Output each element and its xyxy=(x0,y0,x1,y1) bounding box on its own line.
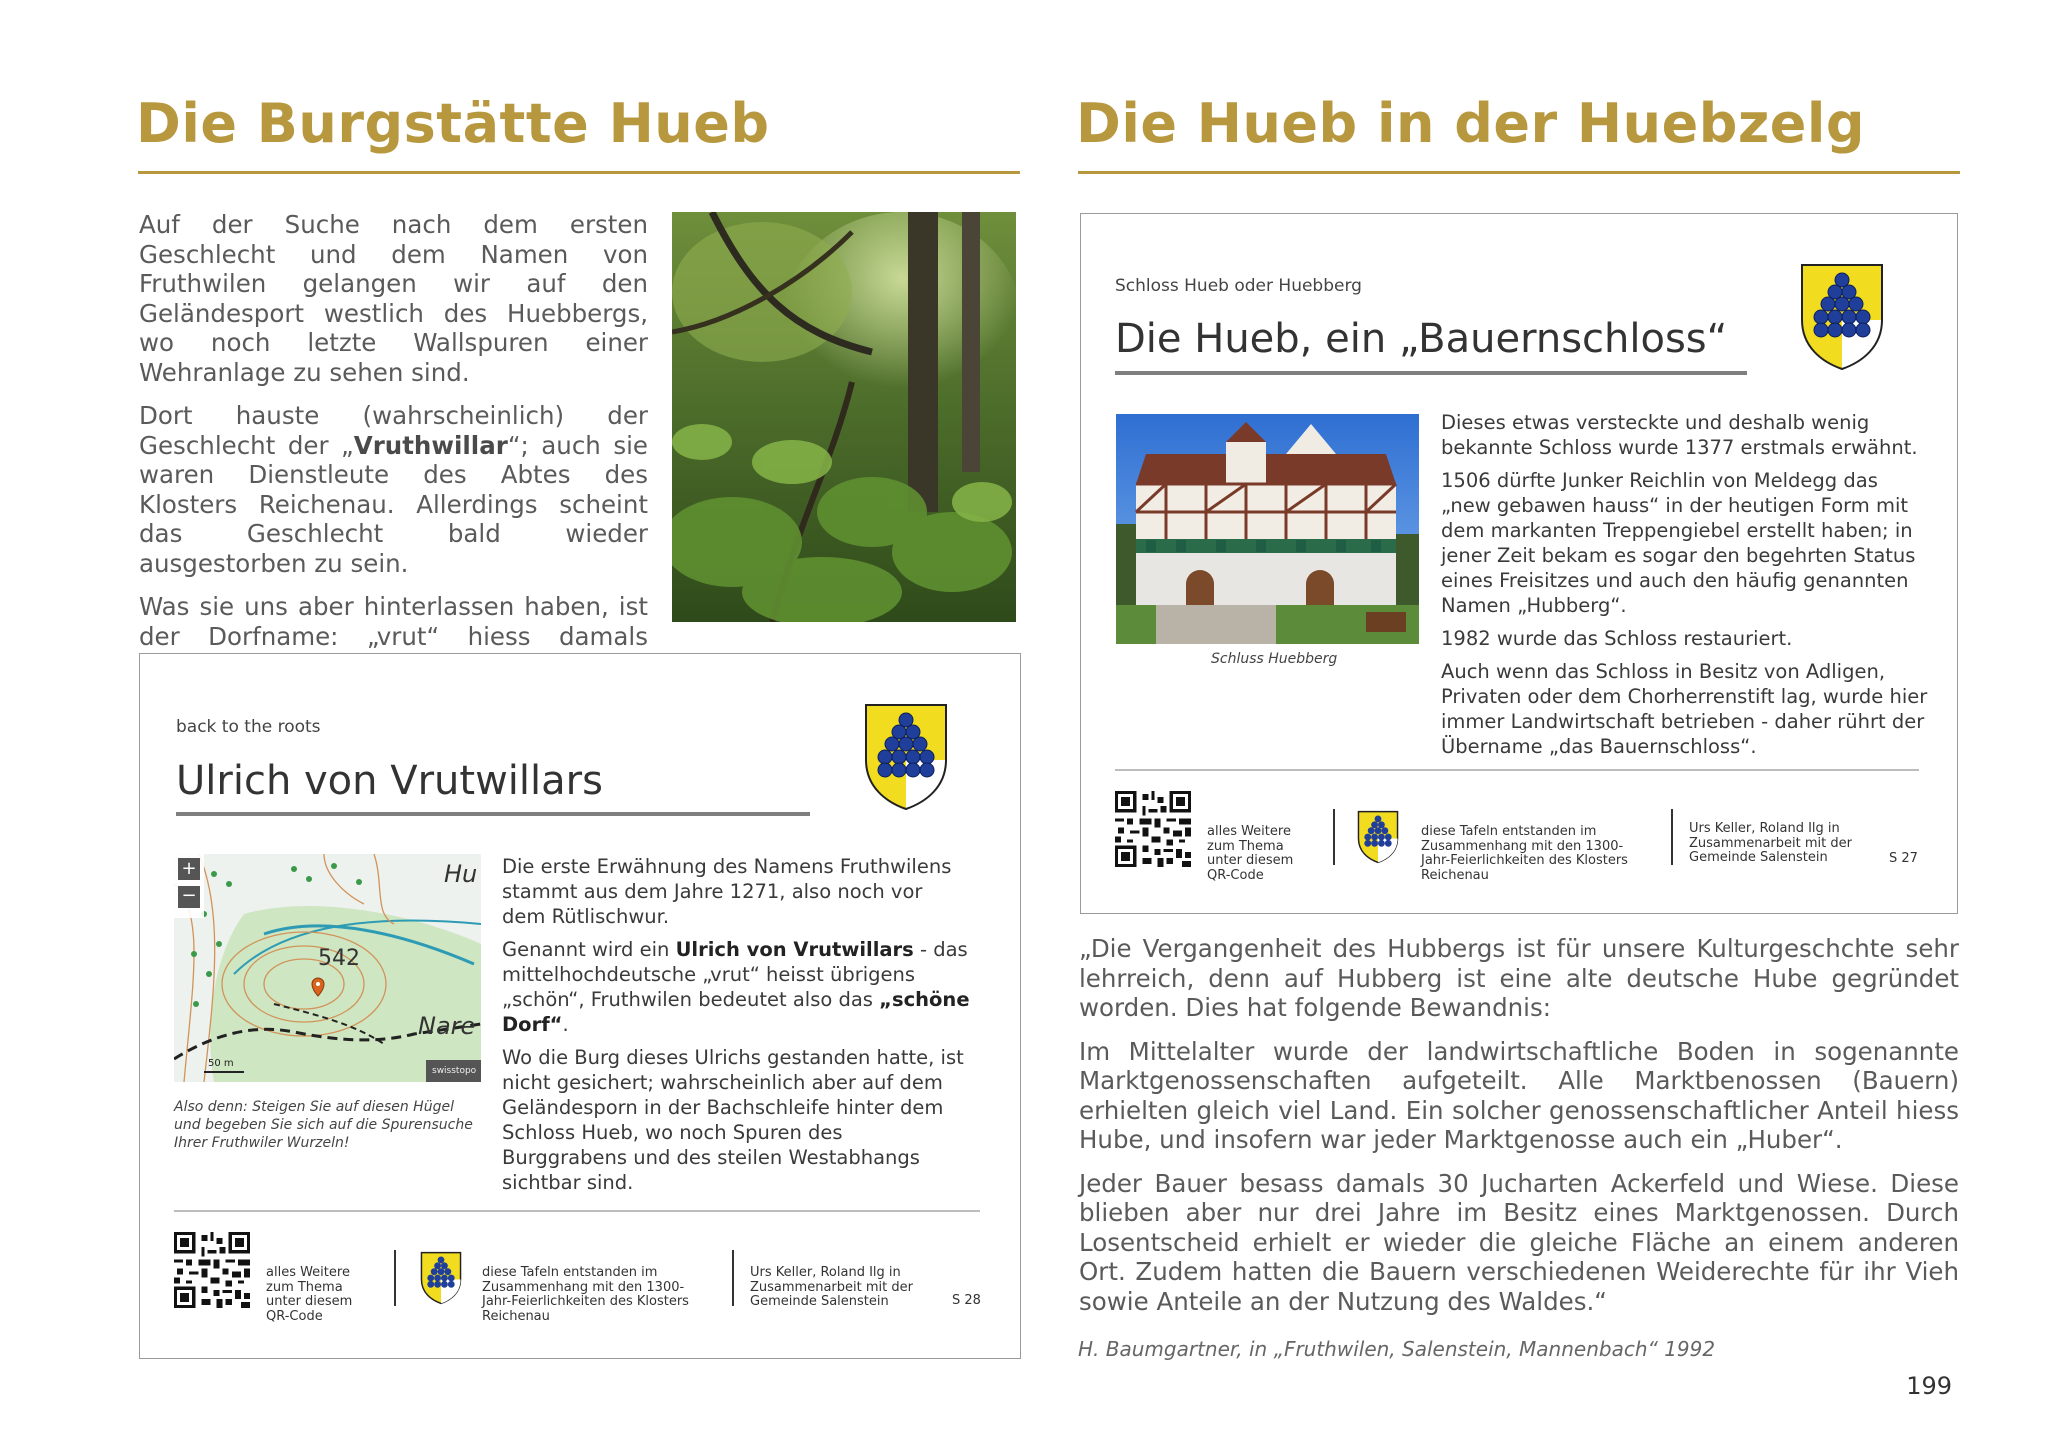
footer-separator xyxy=(1333,809,1335,865)
panel-kicker: back to the roots xyxy=(176,717,321,737)
map-label-nare: Nare xyxy=(418,1012,476,1040)
panel-title-rule xyxy=(1115,371,1747,375)
qr-hint-text: alles Weitere zum Thema unter diesem QR-Code xyxy=(1207,824,1294,883)
map-caption: Also denn: Steigen Sie auf diesen Hügel und begeben Sie sich auf die Spurensuche Ihrer Fruthwiler Wurzeln! xyxy=(174,1099,473,1151)
topographic-map[interactable] xyxy=(174,854,481,1082)
panel-body-2: Genannt wird ein Ulrich von Vrutwillars - das mittelhochdeutsche „vrut“ heisst übrigens „schön“, Fruthwilen bedeutet also das „schöne Dorf“. xyxy=(502,938,970,1036)
page-number: 199 xyxy=(1906,1372,1952,1400)
right-heading-rule xyxy=(1078,171,1960,174)
qr-code-icon[interactable] xyxy=(174,1232,250,1308)
panel-body-1: Dieses etwas versteckte und deshalb wenig bekannte Schloss wurde 1377 erstmals erwähnt. xyxy=(1441,411,1918,459)
photo-caption: Schluss Huebberg xyxy=(1211,651,1338,667)
left-heading: Die Burgstätte Hueb xyxy=(136,92,770,155)
footer-separator xyxy=(732,1250,734,1306)
left-intro-text xyxy=(139,210,648,724)
footer-origin-text: diese Tafeln entstanden im Zusammenhang mit den 1300-Jahr-Feierlichkeiten des Klosters Reichenau xyxy=(1421,824,1628,883)
crest-icon xyxy=(863,702,949,816)
left-para-2: Dort hauste (wahrscheinlich) der Geschlecht der „Vruthwillar“; auch sie waren Dienstleute des Abtes des Klosters Reichenau. Allerdings scheint das Geschlecht bald wieder ausgestorben zu sein. xyxy=(139,401,648,578)
footer-page-ref: S 27 xyxy=(1889,851,1918,866)
left-heading-rule xyxy=(138,171,1020,174)
quote-source: H. Baumgartner, in „Fruthwilen, Salenstein, Mannenbach“ 1992 xyxy=(1078,1337,1716,1361)
panel-title: Ulrich von Vrutwillars xyxy=(176,758,603,804)
crest-icon xyxy=(1799,262,1885,376)
qr-hint-text: alles Weitere zum Thema unter diesem QR-Code xyxy=(266,1265,353,1324)
left-para-3: Was sie uns aber hinterlassen haben, ist der Dorfname: „vrut“ hiess damals xyxy=(139,592,648,651)
panel-body-1: Die erste Erwähnung des Namens Fruthwilens stammt aus dem Jahre 1271, also noch vor dem Rütlischwur. xyxy=(502,855,952,928)
left-para-1: Auf der Suche nach dem ersten Geschlecht und dem Namen von Fruthwilen gelangen wir auf den Geländesport westlich des Huebbergs, wo noch letzte Wallspuren einer Wehranlage zu sehen sind. xyxy=(139,210,648,387)
footer-authors-text: Urs Keller, Roland Ilg in Zusammenarbeit mit der Gemeinde Salenstein xyxy=(1689,821,1852,865)
map-scale-label: 50 m xyxy=(208,1058,234,1069)
castle-photo xyxy=(1116,414,1419,644)
panel-title-rule xyxy=(176,812,810,816)
map-zoom-in-button[interactable]: + xyxy=(178,858,200,880)
footer-crest-icon xyxy=(420,1250,462,1310)
panel-body xyxy=(502,854,970,1203)
footer-separator xyxy=(1671,809,1673,865)
footer-crest-icon xyxy=(1357,809,1399,869)
map-elevation-label: 542 xyxy=(318,946,360,971)
panel-body-4: Auch wenn das Schloss in Besitz von Adligen, Privaten oder dem Chorherrenstift lag, wurde hier immer Landwirtschaft betrieben - daher rührt der Übername „das Bauernschloss“. xyxy=(1441,660,1928,758)
panel-body xyxy=(1441,410,1929,767)
right-quote-text xyxy=(1079,934,1959,1330)
forest-photo xyxy=(672,212,1016,622)
info-panel-ulrich xyxy=(139,653,1021,1359)
panel-body-3: 1982 wurde das Schloss restauriert. xyxy=(1441,627,1793,650)
footer-authors-text: Urs Keller, Roland Ilg in Zusammenarbeit mit der Gemeinde Salenstein xyxy=(750,1265,913,1309)
right-para-2: Im Mittelalter wurde der landwirtschaftliche Boden in sogenannte Marktgenossenschaften aufgeteilt. Alle Marktbenossen (Bauern) erhielten gleich viel Land. Ein solcher genossenschaftlicher Anteil hiess Hube, und insofern war jeder Marktgenosse auch ein „Huber“. xyxy=(1079,1036,1959,1154)
footer-page-ref: S 28 xyxy=(952,1293,981,1308)
panel-body-2: 1506 dürfte Junker Reichlin von Meldegg das „new gebawen hauss“ in der heutigen Form mit dem markanten Treppengiebel erstellt haben; in jener Zeit bekam es sogar den begehrten Status eines Freisitzes und auch den häufig genannten Namen „Hubberg“. xyxy=(1441,469,1916,617)
panel-footer-rule xyxy=(174,1210,980,1212)
footer-separator xyxy=(394,1250,396,1306)
footer-origin-text: diese Tafeln entstanden im Zusammenhang mit den 1300-Jahr-Feierlichkeiten des Klosters Reichenau xyxy=(482,1265,689,1324)
map-attribution: swisstopo xyxy=(432,1066,477,1076)
info-panel-hueb xyxy=(1080,213,1958,914)
map-zoom-out-button[interactable]: − xyxy=(178,886,200,908)
map-label-hu: Hu xyxy=(444,860,478,888)
right-para-1: „Die Vergangenheit des Hubbergs ist für unsere Kulturgeschchte sehr lehrreich, denn auf Hubberg ist eine alte deutsche Hube gegründet worden. Dies hat folgende Bewandnis: xyxy=(1079,934,1959,1022)
panel-kicker: Schloss Hueb oder Huebberg xyxy=(1115,276,1362,296)
right-para-3: Jeder Bauer besass damals 30 Jucharten Ackerfeld und Wiese. Diese blieben aber nur drei Jahre im Besitz eines Marktgenossen. Durch Losentscheid erhielt er wieder die gleiche Fläche an einem anderen Ort. Zudem hatten die Bauern verschiedenen Weiderechte für ihr Vieh sowie Anteile an der Nutzung des Waldes.“ xyxy=(1079,1168,1959,1316)
panel-footer-rule xyxy=(1115,769,1919,771)
panel-body-3: Wo die Burg dieses Ulrichs gestanden hatte, ist nicht gesichert; wahrscheinlich aber auf dem Geländesporn in der Bachschleife hinter dem Schloss Hueb, wo noch Spuren des Burggrabens und des steilen Westabhangs sichtbar sind. xyxy=(502,1046,964,1194)
panel-title: Die Hueb, ein „Bauernschloss“ xyxy=(1115,316,1728,362)
qr-code-icon[interactable] xyxy=(1115,791,1191,867)
right-heading: Die Hueb in der Huebzelg xyxy=(1076,92,1866,155)
